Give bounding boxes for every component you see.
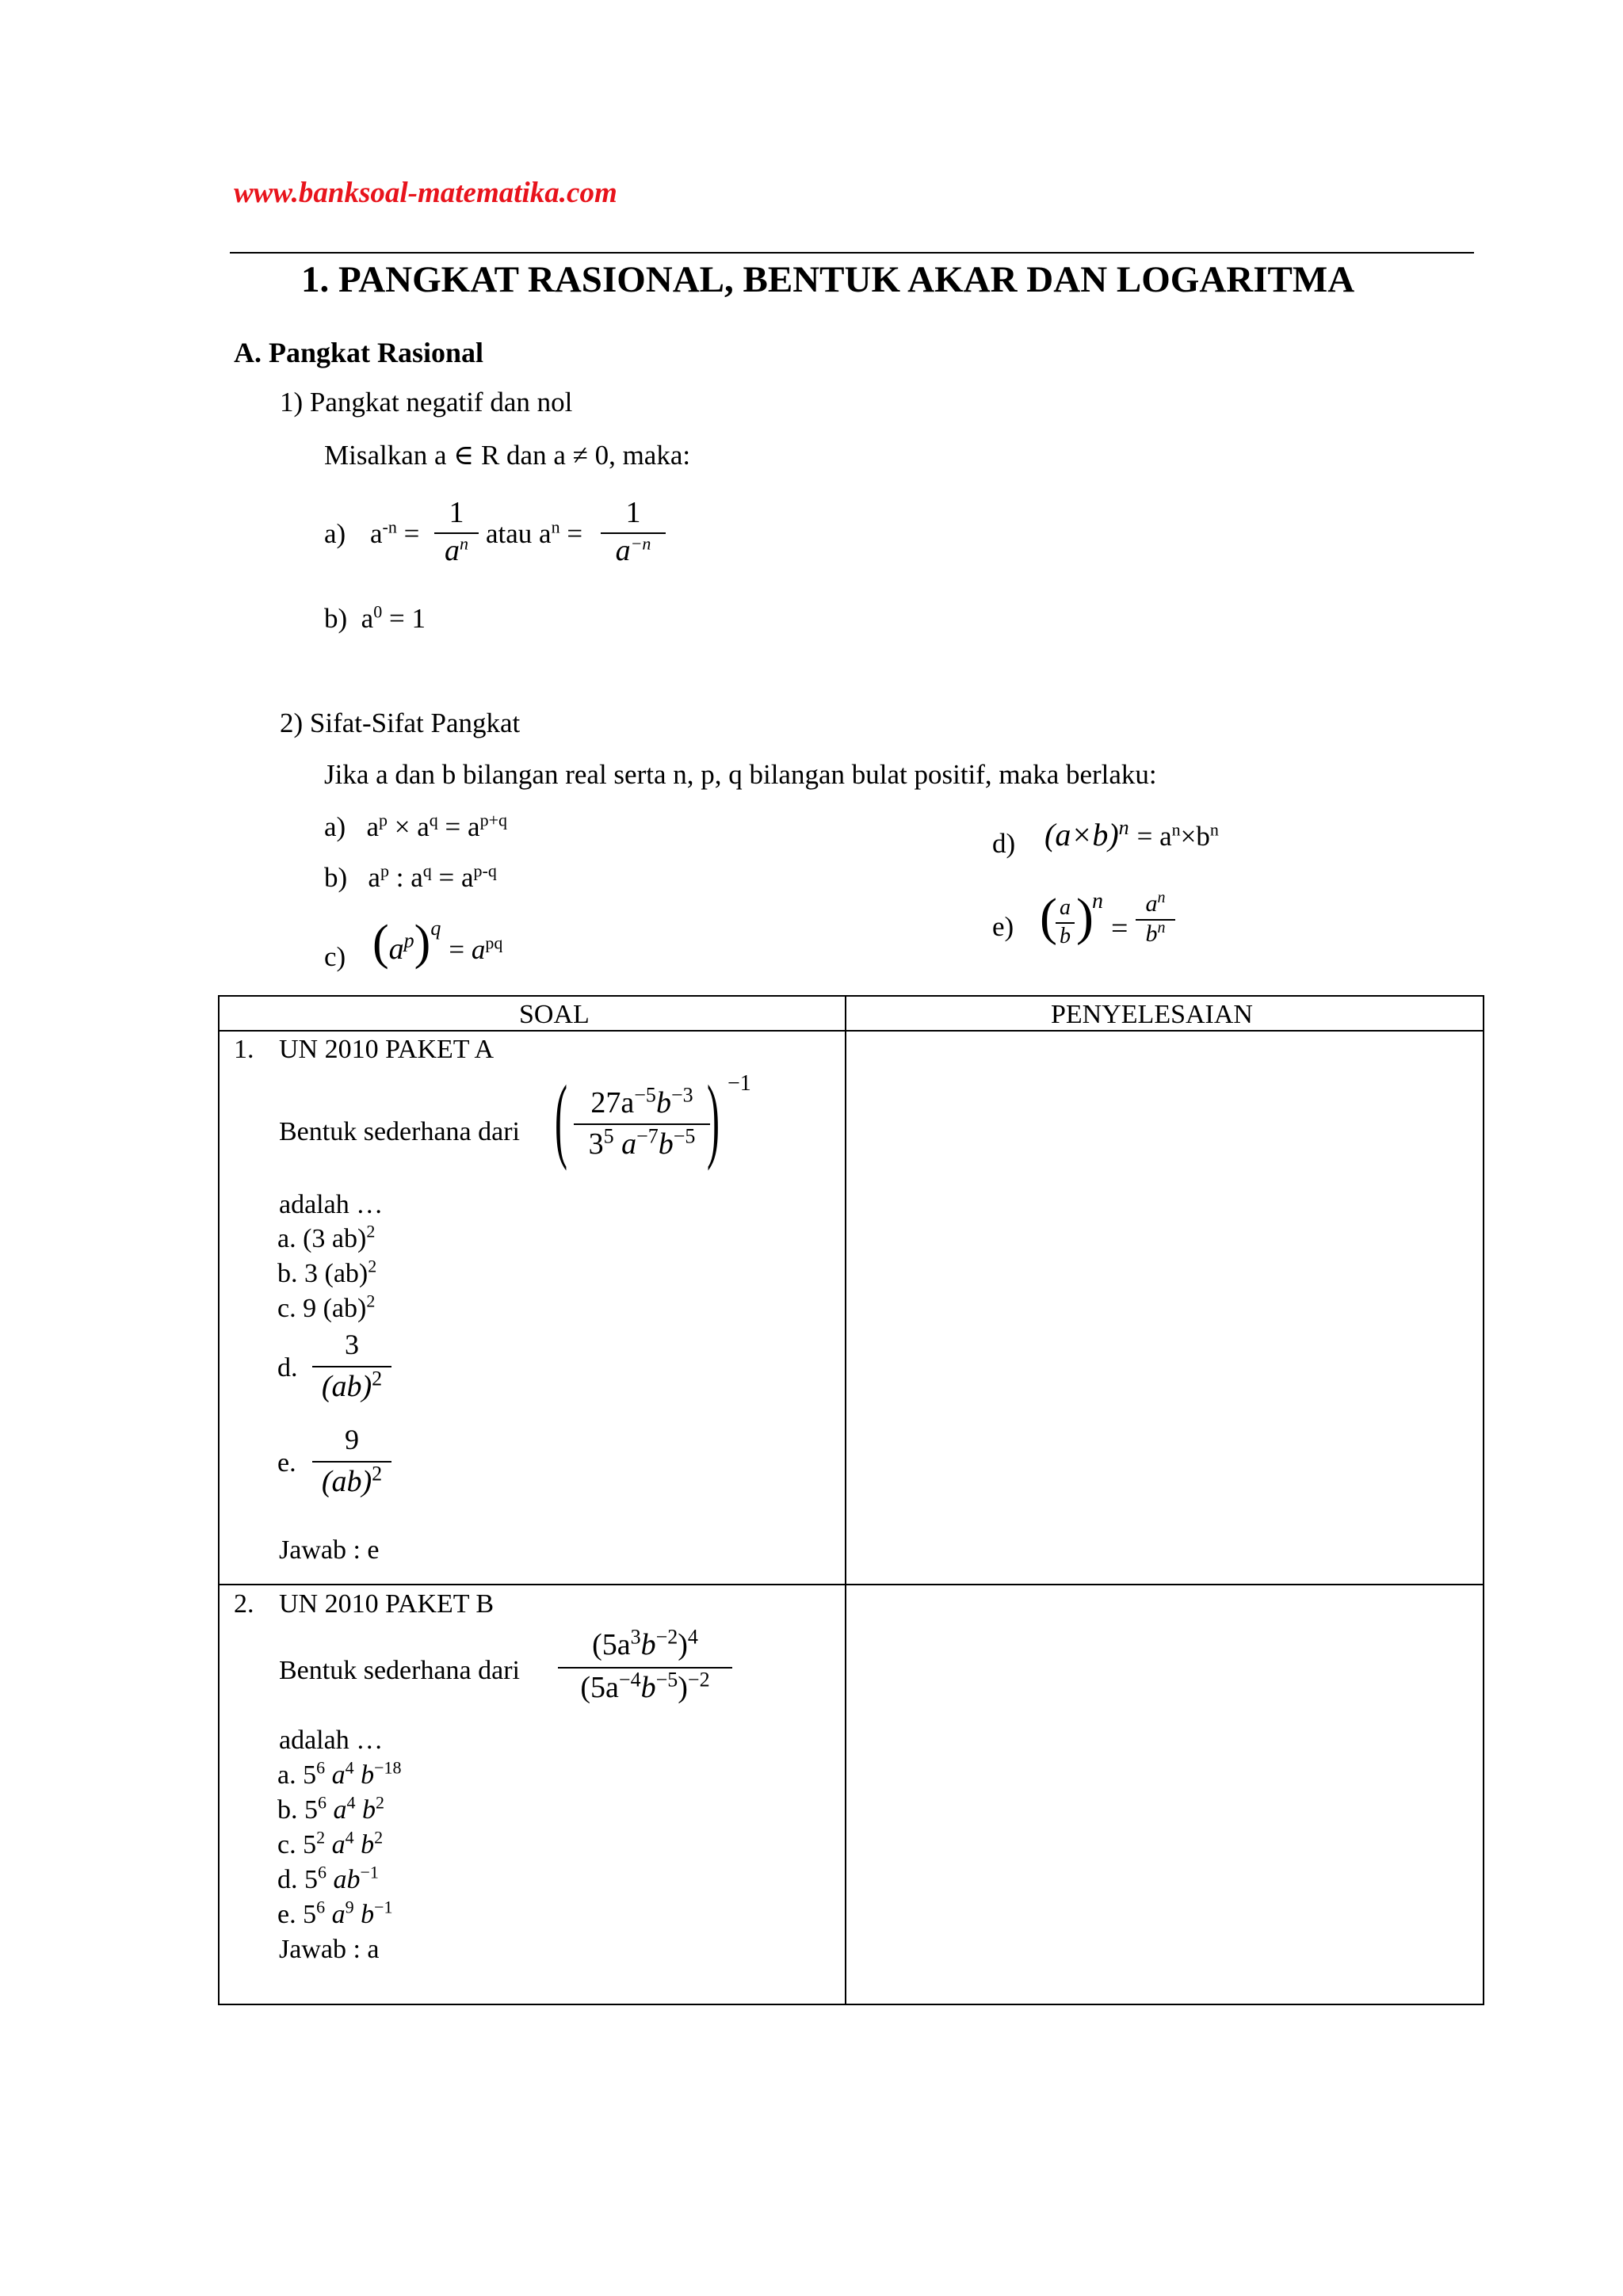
- q1-option-b: b. 3 (ab)$^2$: [277, 1256, 377, 1288]
- q1-adalah: adalah …: [279, 1190, 384, 1219]
- a-base: a: [370, 518, 383, 549]
- q1-paren-close: ): [707, 1066, 720, 1171]
- page-title: 1. PANGKAT RASIONAL, BENTUK AKAR DAN LOGARITMA: [301, 259, 1355, 300]
- atau-text: atau $a^n$ =: [486, 517, 583, 549]
- q2-option-d: d. $5^6$ $ab^{-1}$: [277, 1862, 379, 1894]
- q1-option-d-label: d.: [277, 1353, 298, 1383]
- frac-den: $a^{-n}$: [615, 533, 651, 567]
- site-url[interactable]: www.banksoal-matematika.com: [234, 177, 617, 209]
- q2-fraction: [558, 1627, 732, 1705]
- q1-number: 1.: [234, 1035, 254, 1064]
- frac-num: 1: [449, 496, 464, 529]
- q1-title: UN 2010 PAKET A: [279, 1035, 495, 1064]
- frac-an-over-bn: $a^n$ $b^n$: [1136, 891, 1175, 948]
- part1-heading: 1) Pangkat negatif dan nol: [280, 387, 573, 418]
- frac-a-over-b: a b: [1056, 895, 1075, 949]
- paren-close: ): [1076, 888, 1094, 946]
- q2-option-a: a. $5^6$ $a^4$ $b^{-18}$: [277, 1757, 402, 1790]
- q1-option-d-fraction: 3 (ab)$^2$: [312, 1328, 391, 1404]
- q1-numerator: $27a^{-5}b^{-3}$: [590, 1083, 693, 1119]
- q2-option-b: b. $5^6$ $a^4$ $b^2$: [277, 1792, 384, 1825]
- part1-a-label: a): [324, 518, 346, 549]
- rule-d-label: d): [992, 828, 1016, 859]
- part2-intro: Jika a dan b bilangan real serta n, p, q bilangan bulat positif, maka berlaku:: [324, 759, 1157, 790]
- q2-adalah: adalah …: [279, 1726, 384, 1755]
- fraction-1-over-a-neg-n: [601, 498, 666, 566]
- q1-option-e-fraction: 9 (ab)$^2$: [312, 1423, 391, 1499]
- paren-open: (: [372, 916, 389, 970]
- q2-number: 2.: [234, 1589, 254, 1619]
- q1-denominator: $3^5$ $a^{-7}b^{-5}$: [588, 1124, 696, 1161]
- table-row-divider: [218, 1584, 1484, 1585]
- q1-outer-exp: −1: [727, 1071, 751, 1096]
- rule-b: b) $a^p$ : $a^q = a^{p-q}$: [324, 860, 497, 893]
- q2-title: UN 2010 PAKET B: [279, 1589, 495, 1619]
- q1-option-a: a. (3 ab)$^2$: [277, 1221, 376, 1253]
- rule-a: a) $a^p \times a^q = a^{p+q}$: [324, 810, 508, 842]
- table-header-divider: [218, 1030, 1484, 1032]
- rule-e-label: e): [992, 911, 1014, 942]
- rule-d-expr: $(a\times b)^n = a^n\times b^n$: [1044, 816, 1219, 852]
- header-divider: [230, 252, 1474, 254]
- q2-option-c: c. $5^2$ $a^4$ $b^2$: [277, 1827, 384, 1859]
- eq-sign: =: [403, 518, 420, 549]
- frac-den: $a^n$: [445, 533, 468, 567]
- q2-stem: Bentuk sederhana dari: [279, 1656, 520, 1685]
- part1-b: b) $a^0 = 1$: [324, 601, 426, 634]
- q1-stem: Bentuk sederhana dari: [279, 1117, 520, 1146]
- q1-option-c: c. 9 (ab)$^2$: [277, 1291, 376, 1323]
- q2-numerator: $(5a^3b^{-2})^4$: [592, 1625, 698, 1661]
- rule-c-label: c): [324, 941, 346, 972]
- col-penyelesaian-header: PENYELESAIAN: [1051, 1000, 1253, 1029]
- part1-a-lhs: [370, 517, 420, 549]
- q2-answer: Jawab : a: [279, 1935, 380, 1964]
- part1-intro: Misalkan a ∈ R dan a ≠ 0, maka:: [324, 440, 691, 471]
- rule-c-expr: $(a^p)^q = a^{pq}$: [372, 916, 503, 970]
- table-column-divider: [845, 995, 846, 2005]
- section-a-heading: A. Pangkat Rasional: [234, 337, 484, 368]
- q1-paren-open: (: [555, 1066, 567, 1171]
- col-soal-header: SOAL: [519, 1000, 590, 1029]
- q1-fraction: [574, 1085, 710, 1161]
- paren-open: (: [1040, 888, 1057, 946]
- frac-num: 1: [625, 496, 641, 529]
- q2-option-e: e. $5^6$ $a^9$ $b^{-1}$: [277, 1897, 393, 1929]
- fraction-1-over-a-n: [434, 498, 479, 566]
- part2-heading: 2) Sifat-Sifat Pangkat: [280, 707, 521, 738]
- q1-answer: Jawab : e: [279, 1535, 380, 1565]
- paren-close: ): [414, 916, 431, 970]
- q1-option-e-label: e.: [277, 1448, 296, 1478]
- q2-denominator: $(5a^{-4}b^{-5})^{-2}$: [580, 1668, 710, 1704]
- a-exp: -n: [382, 517, 397, 537]
